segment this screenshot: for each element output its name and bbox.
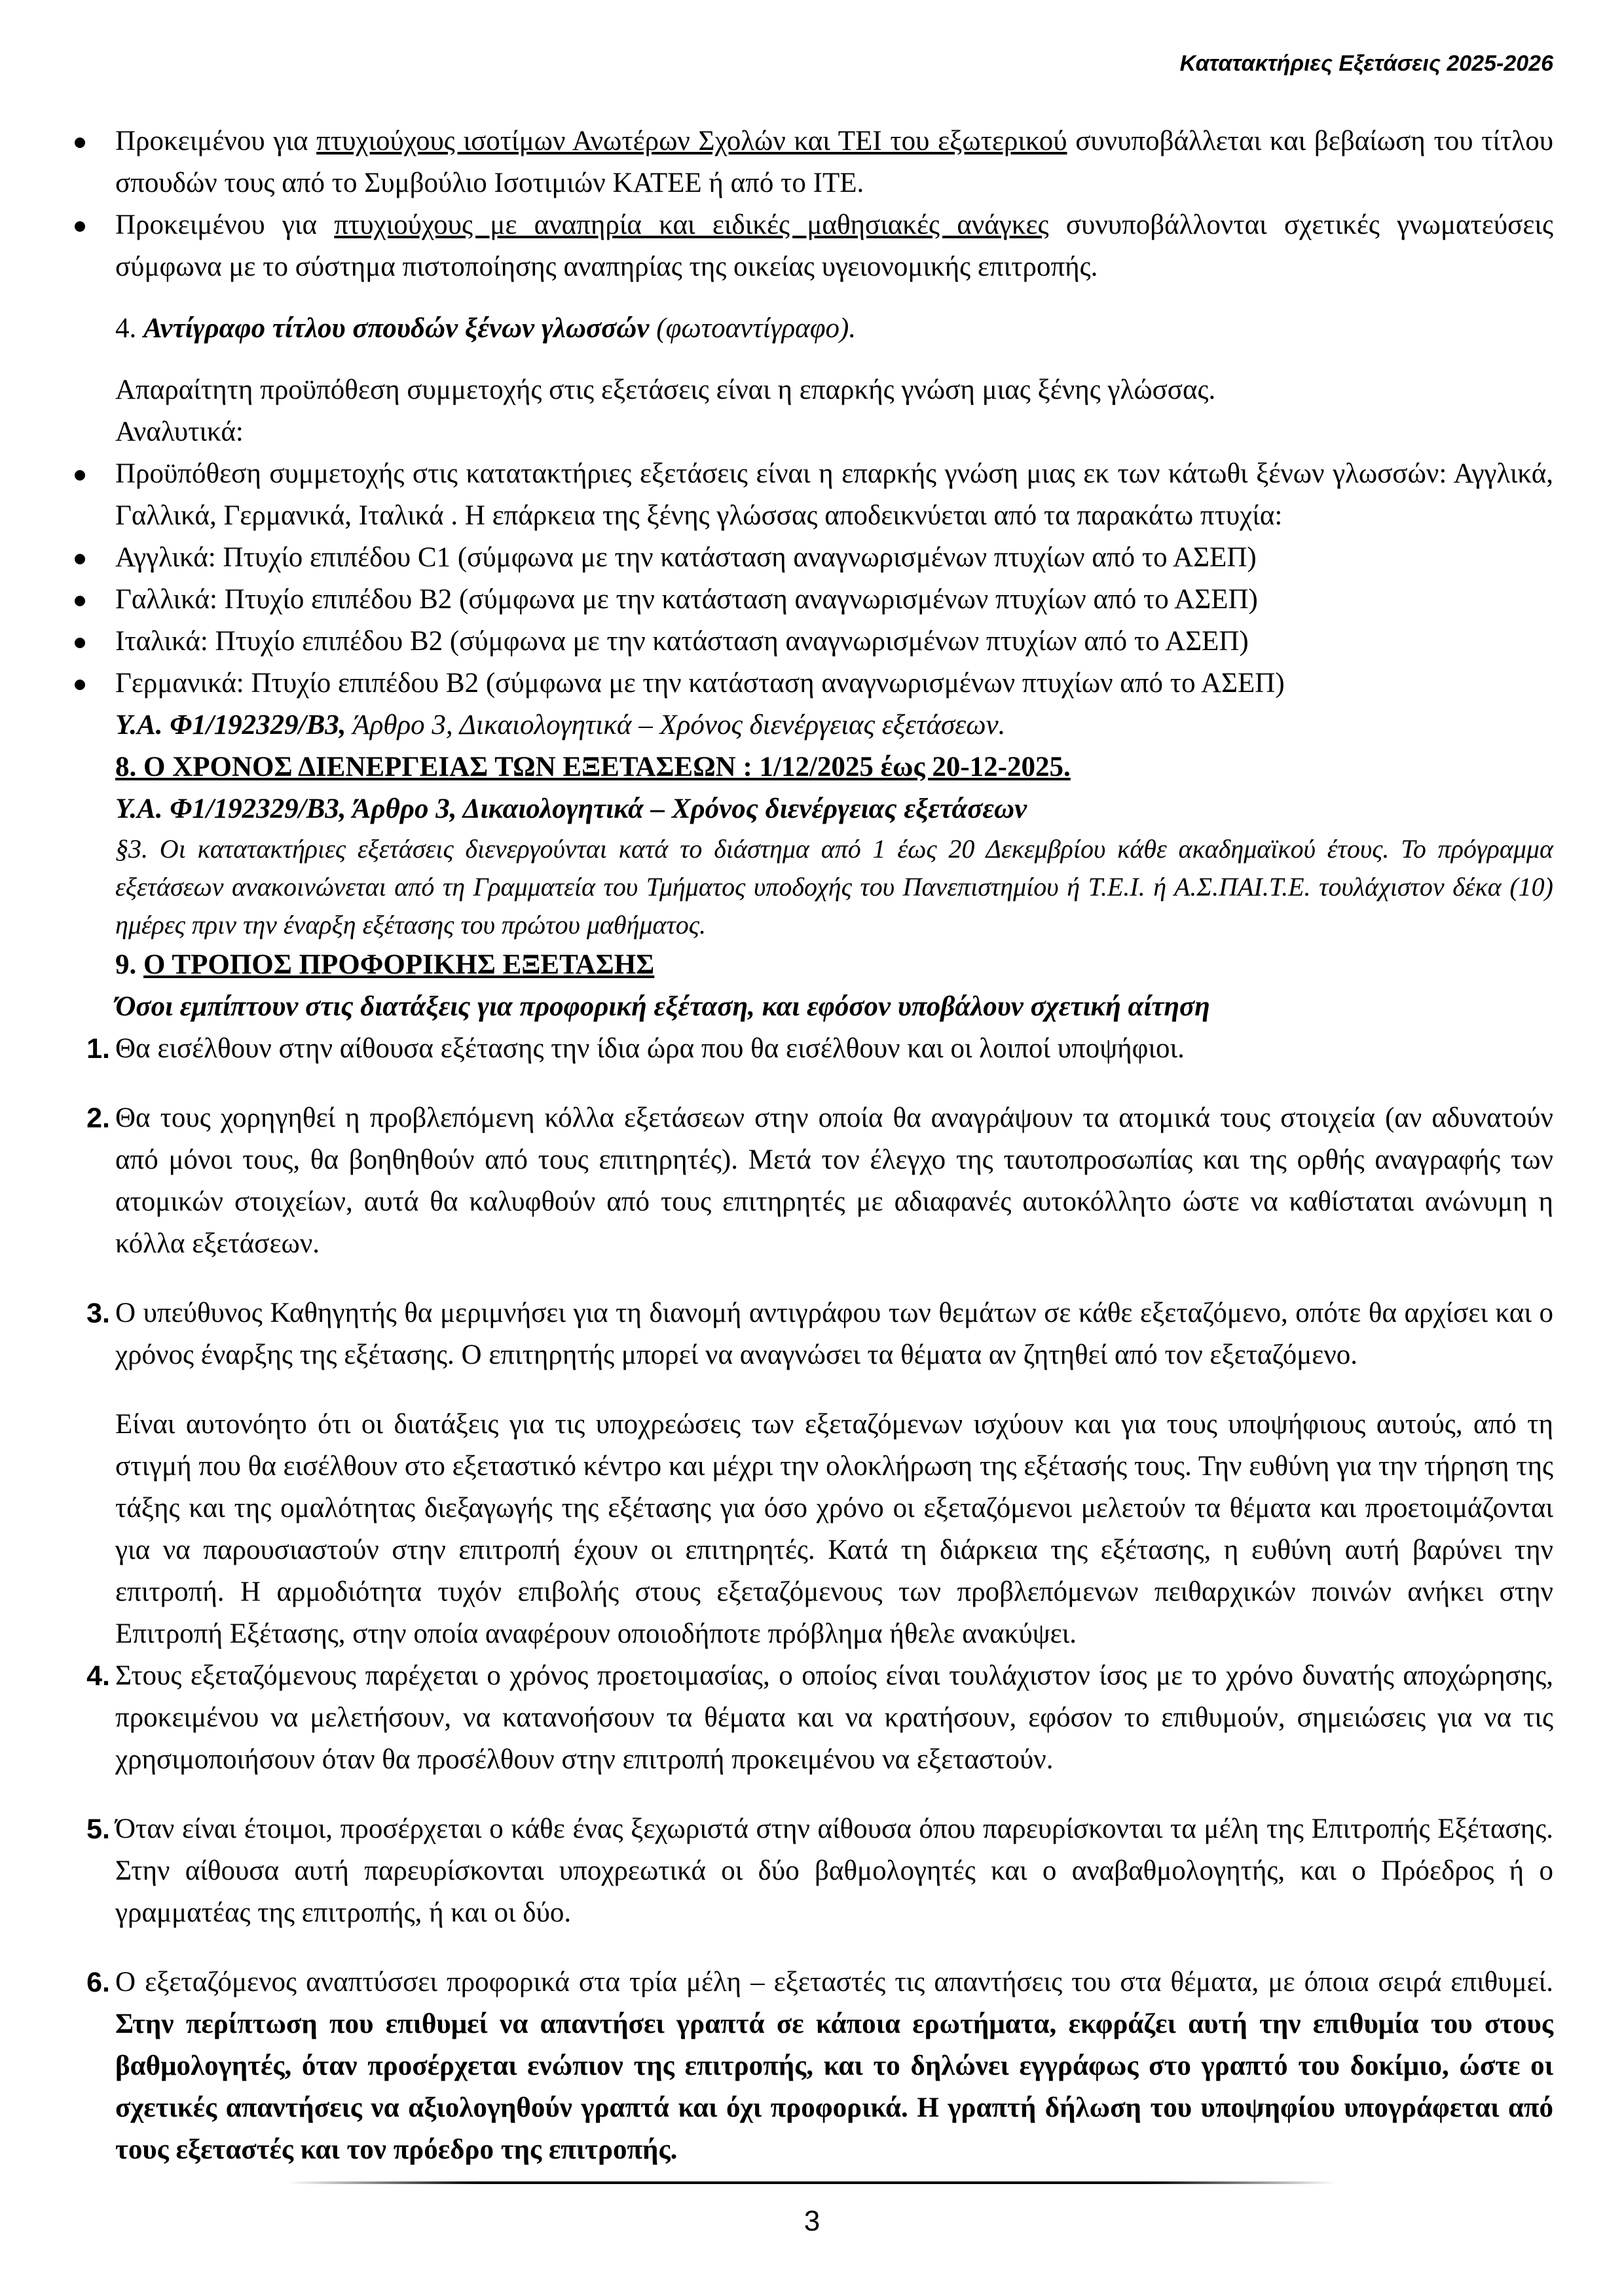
bullet-text: συνυποβάλλεται και βεβαίωση του τίτλου σπουδών τους από το Συμβούλιο Ισοτιμιών ΚΑΤΕΕ ή από το ΙΤΕ. (115, 126, 1553, 198)
bullet-italian: Ιταλικά: Πτυχίο επιπέδου B2 (σύμφωνα με την κατάσταση αναγνωρισμένων πτυχίων από το ΑΣΕΠ) (71, 621, 1553, 663)
section-8-heading: 8. Ο ΧΡΟΝΟΣ ΔΙΕΝΕΡΓΕΙΑΣ ΤΩΝ ΕΞΕΤΑΣΕΩΝ : 1/12/2025 έως 20-12-2025. (115, 752, 1071, 782)
item-text: Είναι αυτονόητο ότι οι διατάξεις για τις υποχρεώσεις των εξεταζόμενων ισχύουν και για τους υποψήφιους αυτούς, από τη στιγμή που θα εισέλθουν στο εξεταστικό κέντρο και μέχρι την ολοκλήρωση της εξέτασής τους. Την ευθύνη για την τήρηση της τάξης και της ομαλότητας διεξαγωγής της εξέτασης για όσο χρόνο οι εξεταζόμενοι μελετούν τα θέματα και προετοιμάζονται για να παρουσιαστούν στην επιτροπή έχουν οι επιτηρητές. Κατά τη διάρκεια της εξέτασης, η ευθύνη αυτή βαρύνει την επιτροπή. Η αρμοδιότητα τυχόν επιβολής στους εξεταζόμενους των προβλεπόμενων πειθαρχικών ποινών ανήκει στην Επιτροπή Εξέτασης, στην οποία αναφέρουν οποιοδήποτε πρόβλημα ήθελε ανακύψει. (115, 1409, 1553, 1649)
section-number: 9. (115, 949, 143, 980)
numbered-item-5 (71, 1808, 1553, 1934)
item-text: Θα εισέλθουν στην αίθουσα εξέτασης την ίδια ώρα που θα εισέλθουν και οι λοιποί υποψήφιοι. (115, 1033, 1185, 1064)
bullet-underlined-text: πτυχιούχους ισοτίμων Ανωτέρων Σχολών και ΤΕΙ του εξωτερικού (316, 126, 1067, 156)
item-number: 1. (86, 1033, 110, 1065)
bullet-underlined-text: πτυχιούχους με αναπηρία και ειδικές μαθησιακές ανάγκες (334, 210, 1049, 240)
bullet-language-requirement: Προϋπόθεση συμμετοχής στις κατατακτήριες εξετάσεις είναι η επαρκής γνώση μιας εκ των κάτωθι ξένων γλωσσών: Αγγλικά, Γαλλικά, Γερμανικά, Ιταλικά . Η επάρκεια της ξένης γλώσσας αποδεικνύεται από τα παρακάτω πτυχία: (71, 453, 1553, 537)
item-text: Στους εξεταζόμενους παρέχεται ο χρόνος προετοιμασίας, ο οποίος είναι τουλάχιστον ίσος με το χρόνο δυνατής αποχώρησης, προκειμένου να μελετήσουν, να κατανοήσουν τα θέματα και να κρατήσουν, εφόσον το επιθυμούν, σημειώσεις για να τις χρησιμοποιήσουν όταν θα προσέλθουν στην επιτροπή προκειμένου να εξεταστούν. (115, 1660, 1553, 1775)
numbered-item-1 (71, 1028, 1553, 1070)
prerequisite-line-2: Αναλυτικά: (115, 416, 244, 447)
section-note: (φωτοαντίγραφο). (649, 313, 857, 344)
item-3-continuation (71, 1404, 1553, 1655)
bullet-text: Προκειμένου για (115, 126, 317, 156)
page-content (71, 120, 1553, 2171)
section-number: 4. (115, 313, 143, 344)
section-title: Αντίγραφο τίτλου σπουδών ξένων γλωσσών (143, 313, 650, 344)
footer-divider (288, 2181, 1336, 2184)
page-number: 3 (803, 2205, 821, 2237)
reference-bold: Υ.Α. Φ1/192329/Β3, (115, 793, 346, 824)
bullet-disability (71, 204, 1553, 288)
section-title: Ο ΤΡΟΠΟΣ ΠΡΟΦΟΡΙΚΗΣ ΕΞΕΤΑΣΗΣ (143, 949, 655, 980)
item-text: Θα τους χορηγηθεί η προβλεπόμενη κόλλα εξετάσεων στην οποία θα αναγράψουν τα ατομικά τους στοιχεία (αν αδυνατούν από μόνοι τους, θα βοηθηθούν από τους επιτηρητές). Μετά τον έλεγχο της ταυτοπροσωπίας και της ορθής αναγραφής των ατομικών στοιχείων, αυτά θα καλυφθούν από τους επιτηρητές με αδιαφανές αυτοκόλλητο ώστε να καθίσταται ανώνυμη η κόλλα εξετάσεων. (115, 1102, 1553, 1259)
bullet-text: Προκειμένου για (115, 210, 335, 240)
item-bold-text: Στην περίπτωση που επιθυμεί να απαντήσει γραπτά σε κάποια ερωτήματα, εκφράζει αυτή την επιθυμία του στους βαθμολογητές, όταν προσέρχεται ενώπιον της επιτροπής, και το δηλώνει εγγράφως στο γραπτό του δοκίμιο, ώστε οι σχετικές απαντήσεις να αξιολογηθούν γραπτά και όχι προφορικά. Η γραπτή δήλωση του υποψηφίου υπογράφεται από τους εξεταστές και τον πρόεδρο της επιτροπής. (115, 2009, 1553, 2165)
item-text: Όταν είναι έτοιμοι, προσέρχεται ο κάθε ένας ξεχωριστά στην αίθουσα όπου παρευρίσκονται τα μέλη της Επιτροπής Εξέτασης. Στην αίθουσα αυτή παρευρίσκονται υποχρεωτικά οι δύο βαθμολογητές και ο αναβαθμολογητής, και ο Πρόεδρος ή ο γραμματέας της επιτροπής, ή και οι δύο. (115, 1813, 1553, 1928)
prerequisite-line-1: Απαραίτητη προϋπόθεση συμμετοχής στις εξετάσεις είναι η επαρκής γνώση μιας ξένης γλώσσας. (115, 374, 1216, 405)
item-number: 4. (86, 1660, 110, 1692)
reference-bold: Υ.Α. Φ1/192329/Β3, (115, 710, 346, 740)
item-number: 6. (86, 1967, 110, 1998)
numbered-item-2 (71, 1097, 1553, 1265)
item-number: 3. (86, 1298, 110, 1329)
numbered-item-4 (71, 1655, 1553, 1781)
item-text: Ο εξεταζόμενος αναπτύσσει προφορικά στα τρία μέλη – εξεταστές τις απαντήσεις του στα θέματα, με όποια σειρά επιθυμεί. (115, 1967, 1553, 1997)
bullet-french: Γαλλικά: Πτυχίο επιπέδου B2 (σύμφωνα με την κατάσταση αναγνωρισμένων πτυχίων από το ΑΣΕΠ) (71, 579, 1553, 621)
section-9-heading (71, 944, 1553, 986)
section-8-reference (71, 788, 1553, 830)
item-number: 5. (86, 1813, 110, 1845)
item-number: 2. (86, 1102, 110, 1134)
bullet-english: Αγγλικά: Πτυχίο επιπέδου C1 (σύμφωνα με την κατάσταση αναγνωρισμένων πτυχίων από το ΑΣΕΠ) (71, 537, 1553, 579)
bullet-text: συνυποβάλλονται σχετικές γνωματεύσεις σύμφωνα με το σύστημα πιστοποίησης αναπηρίας της οικείας υγειονομικής επιτροπής. (115, 210, 1553, 282)
section-9-subtitle: Όσοι εμπίπτουν στις διατάξεις για προφορική εξέταση, και εφόσον υποβάλουν σχετική αίτηση (115, 991, 1210, 1022)
bullet-foreign-degree (71, 120, 1553, 204)
reference-ministerial-decision (71, 704, 1553, 746)
reference-text: Άρθρο 3, Δικαιολογητικά – Χρόνος διενέργειας εξετάσεων (346, 793, 1027, 824)
numbered-item-3 (71, 1292, 1553, 1376)
section-4-heading (71, 308, 1553, 350)
page-header: Κατατακτήριες Εξετάσεις 2025-2026 (1179, 51, 1553, 76)
section-8-paragraph: §3. Οι κατατακτήριες εξετάσεις διενεργούνται κατά το διάστημα από 1 έως 20 Δεκεμβρίου κάθε ακαδημαϊκού έτους. Το πρόγραμμα εξετάσεων ανακοινώνεται από τη Γραμματεία του Τμήματος υποδοχής του Πανεπιστημίου ή Τ.Ε.Ι. ή Α.Σ.ΠΑΙ.Τ.Ε. τουλάχιστον δέκα (10) ημέρες πριν την έναρξη εξέτασης του πρώτου μαθήματος. (115, 834, 1553, 939)
bullet-german: Γερμανικά: Πτυχίο επιπέδου B2 (σύμφωνα με την κατάσταση αναγνωρισμένων πτυχίων από το ΑΣΕΠ) (71, 663, 1553, 704)
numbered-item-6 (71, 1961, 1553, 2171)
item-text: Ο υπεύθυνος Καθηγητής θα μεριμνήσει για τη διανομή αντιγράφου των θεμάτων σε κάθε εξεταζόμενο, οπότε θα αρχίσει και ο χρόνος έναρξης της εξέτασης. Ο επιτηρητής μπορεί να αναγνώσει τα θέματα αν ζητηθεί από τον εξεταζόμενο. (115, 1298, 1553, 1370)
reference-text: Άρθρο 3, Δικαιολογητικά – Χρόνος διενέργειας εξετάσεων. (346, 710, 1006, 740)
